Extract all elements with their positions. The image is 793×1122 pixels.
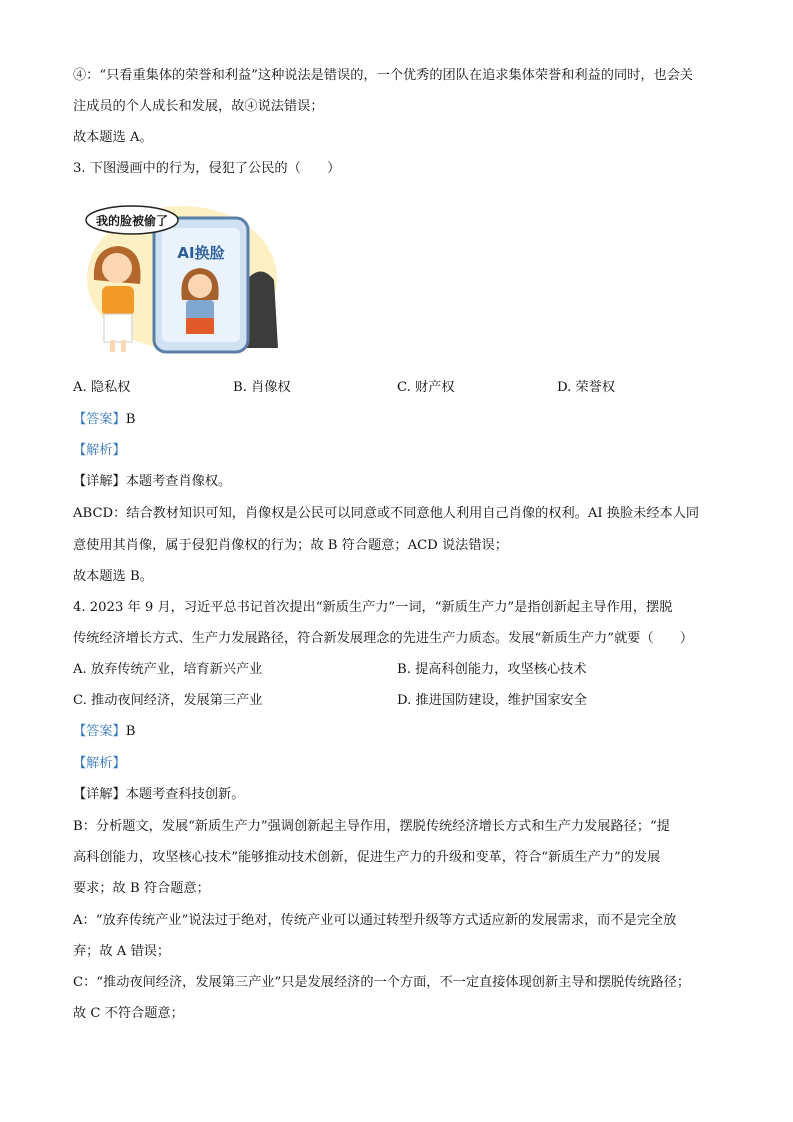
- screen-label: AI换脸: [177, 244, 225, 262]
- answer-value: B: [125, 412, 136, 427]
- woman-face: [102, 253, 132, 283]
- text-line: 要求；故 B 符合题意；: [73, 881, 210, 896]
- q4-analysis-label: 【解析】: [73, 756, 126, 771]
- text-line: 高科创能力，攻坚核心技术”能够推动技术创新，促进生产力的升级和变革，符合“新质生产力”的发展: [73, 850, 661, 865]
- q3-detail: [73, 473, 231, 491]
- question-3-stem: 3. 下图漫画中的行为，侵犯了公民的（ ）: [73, 161, 341, 176]
- detail-label: 【详解】: [73, 787, 126, 802]
- screen-woman-skirt: [186, 318, 214, 334]
- q4-answer: [73, 723, 135, 741]
- q4-option-d: D. 推进国防建设，维护国家安全: [397, 693, 587, 708]
- q4-option-b: B. 提高科创能力，攻坚核心技术: [397, 662, 587, 677]
- screen-woman-top: [186, 300, 214, 320]
- text-line: C：“推动夜间经济，发展第三产业”只是发展经济的一个方面，不一定直接体现创新主导和摆脱传统路径；: [73, 975, 691, 990]
- q3-answer: [73, 411, 135, 429]
- answer-label: 【答案】: [73, 724, 126, 739]
- speech-bubble-text: 我的脸被偷了: [95, 214, 169, 228]
- woman-top: [102, 286, 134, 316]
- q4-option-c: C. 推动夜间经济，发展第三产业: [73, 693, 263, 708]
- detail-text: 本题考查科技创新。: [125, 787, 245, 802]
- answer-label: 【答案】: [73, 412, 126, 427]
- text-line: ABCD：结合教材知识可知，肖像权是公民可以同意或不同意他人利用自己肖像的权利。AI 换脸未经本人同: [73, 506, 700, 521]
- woman-skirt: [104, 314, 132, 342]
- q3-option-a: A. 隐私权: [73, 380, 131, 395]
- text-line: 弃；故 A 错误；: [73, 944, 171, 959]
- text-line: A：“放弃传统产业”说法过于绝对，传统产业可以通过转型升级等方式适应新的发展需求，而不是完全放: [73, 913, 677, 928]
- q3-analysis-label: 【解析】: [73, 443, 126, 458]
- q3-option-d: D. 荣誉权: [557, 380, 616, 395]
- q4-detail: [73, 786, 244, 804]
- text-line: B：分析题文，发展“新质生产力”强调创新起主导作用，摆脱传统经济增长方式和生产力发展路径；“提: [73, 819, 670, 834]
- text-line: 意使用其肖像，属于侵犯肖像权的行为；故 B 符合题意；ACD 说法错误；: [73, 538, 508, 553]
- text-line: ④：“只看重集体的荣誉和利益”这种说法是错误的，一个优秀的团队在追求集体荣誉和利益的同时，也会关: [73, 68, 694, 83]
- detail-text: 本题考查肖像权。: [125, 474, 232, 489]
- screen-woman-face: [188, 274, 212, 298]
- text-line: 故本题选 B。: [73, 569, 153, 584]
- answer-value: B: [125, 724, 136, 739]
- detail-label: 【详解】: [73, 474, 126, 489]
- q3-option-c: C. 财产权: [397, 380, 455, 395]
- q3-option-b: B. 肖像权: [233, 380, 291, 395]
- text-line: 故 C 不符合题意；: [73, 1006, 184, 1021]
- q4-option-a: A. 放弃传统产业，培育新兴产业: [73, 662, 263, 677]
- text-line: 故本题选 A。: [73, 130, 153, 145]
- question-4-stem: 传统经济增长方式、生产力发展路径，符合新发展理念的先进生产力质态。发展“新质生产力”就要（ ）: [73, 631, 694, 646]
- question-4-stem: 4. 2023 年 9 月，习近平总书记首次提出“新质生产力”一词，“新质生产力”是指创新起主导作用，摆脱: [73, 600, 673, 615]
- text-line: 注成员的个人成长和发展，故④说法错误；: [73, 99, 324, 114]
- ai-face-swap-cartoon: [82, 200, 282, 356]
